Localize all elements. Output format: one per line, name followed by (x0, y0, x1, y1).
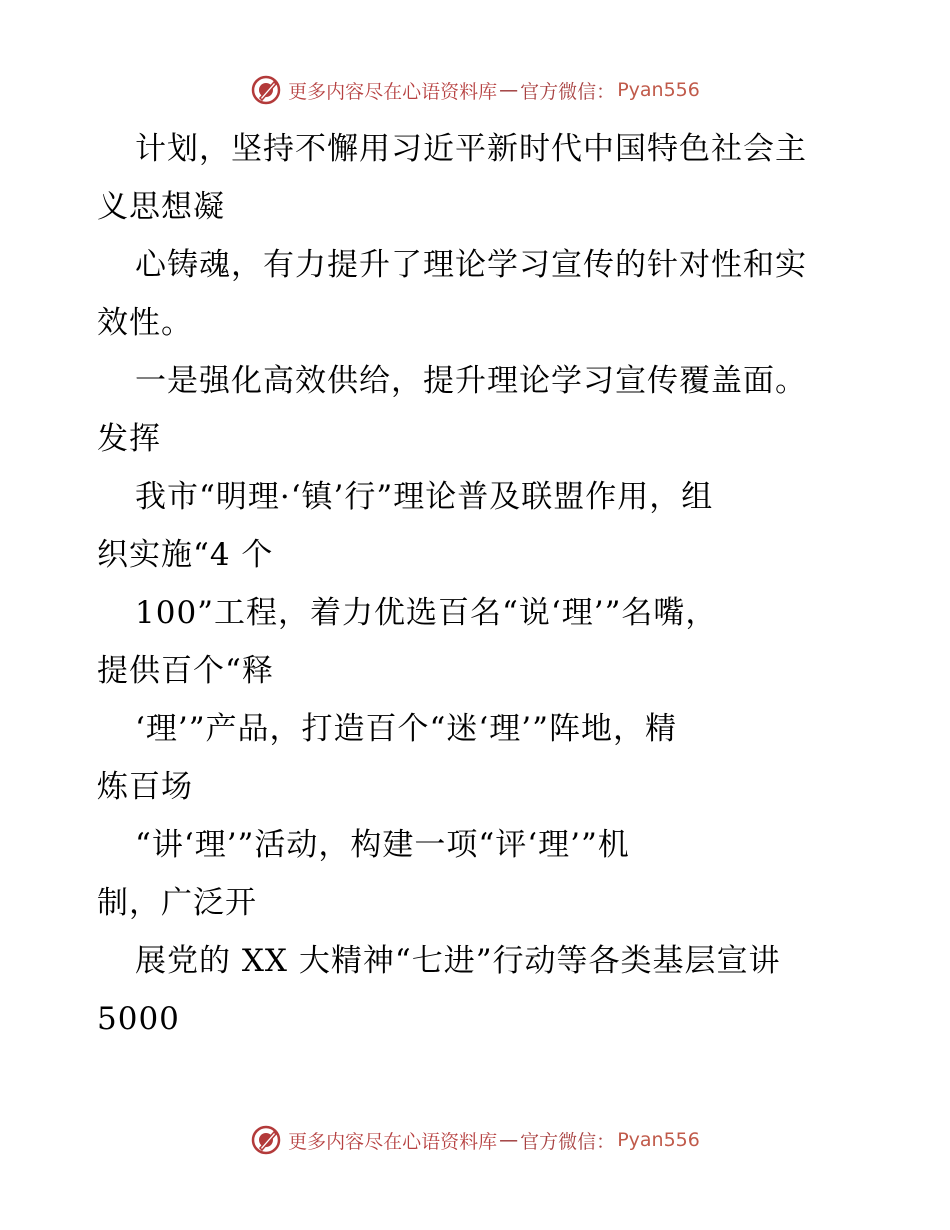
paragraph-line: 炼百场 (97, 769, 193, 805)
paragraph (97, 468, 857, 584)
paragraph-line: 制，广泛开 (97, 885, 257, 921)
paragraph-line: 100”工程，着力优选百名“说‘理’”名嘴， (135, 595, 718, 631)
watermark-wechat-label: 官方微信： (520, 1130, 616, 1153)
paragraph (97, 584, 857, 700)
paragraph-line: 义思想凝 (97, 189, 225, 225)
paragraph (97, 236, 857, 352)
header-watermark (0, 70, 950, 110)
watermark-site-name: 更多内容尽在心语资料库 (288, 1130, 498, 1153)
paragraph (97, 120, 857, 236)
paragraph-line: 我市“明理·‘镇’行”理论普及联盟作用，组 (135, 479, 714, 515)
watermark-wechat-id: Pyan556 (617, 79, 700, 101)
pen-logo-icon (250, 1124, 282, 1156)
paragraph-line: 5000 (97, 1001, 180, 1037)
footer-watermark (0, 1120, 950, 1160)
paragraph-line: 心铸魂，有力提升了理论学习宣传的针对性和实 (135, 247, 807, 283)
paragraph (97, 700, 857, 816)
paragraph-line: 发挥 (97, 421, 161, 457)
paragraph-line: 织实施“4 个 (97, 537, 274, 573)
watermark-wechat-id: Pyan556 (617, 1129, 700, 1151)
paragraph-line: ‘理’”产品，打造百个“迷‘理’”阵地，精 (135, 711, 677, 747)
watermark-wechat-label: 官方微信： (520, 80, 616, 103)
pen-logo-icon (250, 74, 282, 106)
paragraph (97, 932, 857, 1048)
paragraph (97, 816, 857, 932)
watermark-separator: — (499, 79, 519, 101)
paragraph-line: 提供百个“释 (97, 653, 274, 689)
paragraph (97, 352, 857, 468)
paragraph-line: “讲‘理’”活动，构建一项“评‘理’”机 (135, 827, 630, 863)
paragraph-line: 展党的 XX 大精神“七进”行动等各类基层宣讲 (135, 943, 781, 979)
paragraph-line: 一是强化高效供给，提升理论学习宣传覆盖面。 (135, 363, 807, 399)
paragraph-line: 计划，坚持不懈用习近平新时代中国特色社会主 (135, 131, 807, 167)
paragraph-line: 效性。 (97, 305, 193, 341)
document-body (97, 120, 857, 1048)
watermark-site-name: 更多内容尽在心语资料库 (288, 80, 498, 103)
watermark-separator: — (499, 1129, 519, 1151)
